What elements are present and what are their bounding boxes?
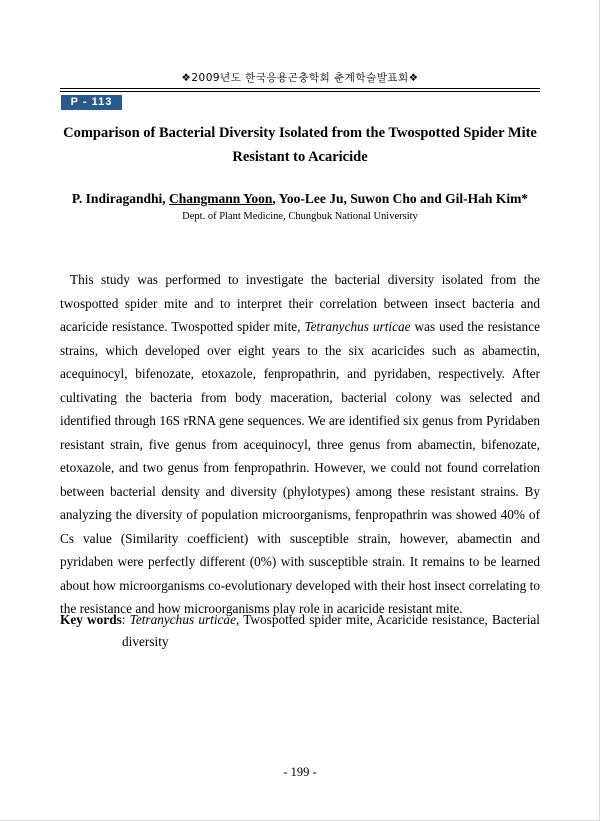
keywords-colon: :	[121, 612, 130, 627]
header-rule-bottom	[60, 91, 540, 92]
page-number: - 199 -	[283, 765, 317, 779]
affiliation: Dept. of Plant Medicine, Chungbuk National University	[182, 211, 418, 222]
abstract-body	[60, 268, 540, 621]
abstract-part-1: This study was performed to investigate the bacterial diversity isolated from the twospotted spider mite and to interpret their correlation between insect bacteria and acaricide resistance. Twospotted spider mite,	[60, 272, 540, 334]
keywords-species: Tetranychus urticae	[129, 612, 236, 627]
presenting-author: Changmann Yoon	[168, 191, 273, 206]
header-rule-top	[60, 88, 540, 89]
keywords-label: Key words	[60, 612, 122, 627]
author-list-after: , Yoo-Lee Ju, Suwon Cho and Gil-Hah Kim*	[272, 191, 529, 206]
author-list	[60, 191, 540, 207]
author-list-before: P. Indiragandhi,	[71, 191, 169, 206]
abstract-species-name: Tetranychus urticae	[304, 319, 411, 334]
paper-title: Comparison of Bacterial Diversity Isolated from the Twospotted Spider Mite Resistant to Acaricide	[63, 125, 537, 165]
keywords	[60, 609, 540, 653]
conference-header: ❖2009년도 한국응용곤충학회 춘계학술발표회❖	[181, 72, 419, 84]
abstract-part-2: was used the resistance strains, which developed over eight years to the six acaricides such as abamectin, acequinocyl, bifenozate, etoxazole, fenpropathrin, and pyridaben, respectively. After cultivating the bacteria from body maceration, bacterial colony was selected and identified through 16S rRNA gene sequences. We are identified six genus from Pyridaben resistant strain, five genus from acequinocyl, three genus from abamectin, bifenozate, etoxazole, and two genus from fenpropathrin. However, we could not found correlation between bacterial density and diversity (phylotypes) among these resistant strains. By analyzing the diversity of population microorganisms, fenpropathrin was showed 40% of Cs value (Similarity coefficient) with susceptible strain, however, abamectin and pyridaben were perfectly different (0%) with susceptible strain. It remains to be learned about how microorganisms co-evolutionary developed with their host insect correlating to the resistance and how microorganisms play role in acaricide resistant mite.	[60, 319, 540, 616]
poster-id-badge: P - 113	[61, 95, 122, 110]
keywords-rest: , Twospotted spider mite, Acaricide resistance, Bacterial diversity	[122, 612, 540, 649]
